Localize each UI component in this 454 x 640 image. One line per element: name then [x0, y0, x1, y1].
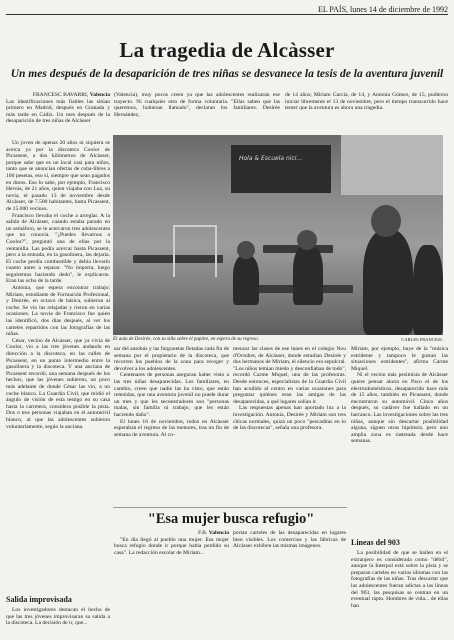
section-heading: Salida improvisada	[6, 595, 72, 604]
classroom-photo	[113, 135, 443, 335]
quote-byline-place: Valencia	[208, 530, 229, 536]
col2-paragraph: sar del autobús y las furgonetas fletadas cada fin de semana por el propietario de la discoteca, que recorren los pueblos de la zona para recoger y devolver a los adolescentes.	[114, 346, 229, 372]
photo-student-head	[297, 230, 317, 250]
photo-window	[341, 135, 443, 195]
col1-paragraph: Un joven de apenas 20 años ni siquiera se acerca ya por la discoteca Coolor de Picassent, a dos kilómetros de Alcàsser, porque sabe que es un local casi para niños, tanto que se anuncian ofertas de cuba-libres a 100 pesetas, eso sí, siempre que sean pagados en duros. Eso lo sabe, por ejemplo, Francisco Hervás, de 21 años, quien viajaba con Luz, su novia, el pasado 13 de noviembre desde Alcàsser, de 7.500 habitantes, hasta Picassent, de 15.000 vecinos.	[6, 140, 110, 212]
caption-text: El aula de Desirée, con su silla sobre el pupitre, en espera de su regreso.	[113, 337, 260, 342]
lead-text: Las identificaciones más fiables las sitúan primero en Madrid, después en Granada y más tarde en Cádiz. Un mes después de la desaparición de tres niñas de Alcàsser	[6, 98, 110, 125]
quote-headline: "Esa mujer busca refugio"	[147, 511, 315, 527]
photo-credit: CARLES FRANCESC	[401, 337, 443, 342]
section-1-text: La posibilidad de que se hallen en el extranjero es considerada como "débil", aunque la Interpol está sobre la pista y se preparan carteles en varios idiomas con las fotografías de las niñas. Tras descartar que las adolescentes fueran adictas a las líneas del 903, las pesquisas se centran en un eventual rapto. Hombres de vida... de ellas han	[351, 550, 448, 609]
lead-column	[6, 92, 110, 132]
col3-paragraph: menzar las clases de ese lunes en el colegio Nou d'Octubre, de Alcàsser, donde estudian Desirée y dos hermanos de Miriam, el silencio era sepulcral. "Los niños temían miedo y desconfiaban de todo", recordó Carme Miquel, una de las profesoras. Desde entonces, especialistas de la Guardia Civil han acudido al centro en varias ocasiones para preguntar quiénes eran las amigas de las desaparecidas, a qué lugares solían ir.	[233, 346, 346, 405]
quote-col2-text: portan carteles de las desaparecidas en lugares bien visibles. Los comercios y las fábricas de Alcàsser exhiben las mismas imágenes.	[233, 530, 346, 550]
quote-byline	[114, 530, 229, 537]
col1-paragraph: Francisco llevaba el coche a arreglar. A la salida de Alcàsser, cuando estaba parado en un semáforo, se le acercaron tres adolescentes que no conocía. "¿Puedes llevarnos a Coolor?", preguntó una de ellas por la ventanilla. Las podía acercar hasta Picassent, pero a la entrada, en la gasolinera, las dejaría. El coche perdía combustible y debía llevarlo cuanto antes a reparar. "No importa, luego seguiremos haciendo dedo", le explicaron. Eran las ocho de la tarde.	[6, 212, 110, 285]
subhead: Un mes después de la desaparición de tres niñas se desvanece la tesis de la aventura juvenil	[10, 68, 444, 80]
column-1	[6, 140, 110, 587]
photo-student	[293, 245, 323, 305]
quote-byline-author: F.B.	[198, 530, 208, 536]
section-1-body	[351, 550, 448, 638]
byline-author: FRANCESC BAVARRI,	[32, 92, 89, 98]
col2-paragraph: Centenares de personas aseguran haber visto a las tres niñas desaparecidas. Los familiares, en cambio, creen que nadie las ha visto, que están retenidas, que una aventura juvenil no puede durar un mes y que les secuestradores son "personas malas, sin familia ni trabajo, que les están haciendo daño".	[114, 372, 229, 418]
column-3	[233, 346, 346, 506]
masthead-date: EL PAÍS, lunes 14 de diciembre de 1992	[317, 5, 448, 14]
col2-top-text: (Valencia), muy pocos creen ya que las adolescentes realizaran ese trayecto. Ni cualquier otro de forma voluntaria. "Ellas saben que las queremos, hubieran llamado", declaran los familiares. Desirée Hernández,	[114, 92, 280, 118]
quote-col1-text: "En día llegó al pueblo una mujer. Esa mujer busca refugio donde ir porque había perdido su casa". La redacción escolar de Miriam...	[114, 536, 229, 556]
column-2	[114, 346, 229, 506]
col3-top-text: de 14 años; Miriam García, de 14, y Antonia Gómez, de 15, pudieron iniciar libremente el 13 de noviembre, pero el tiempo transcurrido hace temer que la aventura es ahora una tragedia.	[285, 92, 448, 112]
col2-top	[114, 92, 280, 132]
col2-paragraph: El lunes 16 de noviembre, todos en Alcàsser esperaban el regreso de las menores, tras un fin de semana de aventura. Al co-	[114, 418, 229, 438]
col3-top	[285, 92, 448, 132]
column-4	[351, 346, 448, 534]
byline-place: Valencia	[89, 92, 110, 98]
section-2-text: Los investigadores destacan el hecho de que las tres jóvenes improvisaran su salida a la discoteca. La decisión de ir, que...	[6, 607, 110, 627]
col4-paragraph: Ni el vecino más pesimista de Alcàsser quiere pensar ahora en Paco el de los electrodomésticos, desaparecido hace más de 15 años, también en Picassent, donde encontraron su automóvil. Cinco años después, su cadáver fue hallado en un barranco. Las investigaciones sobre las tres niñas, aunque sin descartar posibilidad alguna, siguen otras hipótesis, pero uno amplia zona es rastreada desde hace semanas.	[351, 372, 448, 445]
section-2-body	[6, 607, 110, 638]
col1-paragraph: César, vecino de Alcàsser, que ya vivía de Coolor, vio a las tres jóvenes andando en dirección a la discoteca, en las calles de Picassent, en un punto intermedio entre la gasolinera y la discoteca. Y una anciana de Picassent recordó, una semana después de los hechos, que las jóvenes subieron, un poco más adelante de donde César las vio, a un coche blanco. La Guardia Civil, que midió el ángulo de visión de esta testigo en su casa hasta la carretera, considera posible la pista. Dos o tres personas viajaban en el automóvil blanco, al que las adolescentes subieron voluntariamente, según la anciana.	[6, 337, 110, 430]
photo-chair	[173, 225, 217, 277]
col1-paragraph: Antonia, que espera encontrar trabajo; Miriam, estudiante de Formación Profesional, y Desirée, en octavo de básica, subieron al coche. Se vio las relajadas y rieron en varias ocasiones. La novia de Francisco fue quien las identificó, dos días después, al ver los carteles repartidos con las fotografías de las niñas.	[6, 285, 110, 338]
byline	[6, 92, 110, 99]
blackboard-text: Hola & Escuela nici...	[239, 155, 303, 162]
photo-student	[233, 255, 259, 305]
photo-student-head	[371, 205, 401, 237]
col3-paragraph: Las respuestas apenas han aportado luz a la investigación. Antonia, Desirée y Miriam son tres chicas normales, quizá un poco "pescaditas en lo de las discotecas", señala una profesora.	[233, 405, 346, 432]
quote-column-2	[233, 530, 346, 638]
section-heading: Lineas del 903	[351, 538, 400, 547]
photo-student	[413, 245, 443, 335]
photo-student	[363, 230, 413, 335]
quote-column-1	[114, 530, 229, 638]
masthead	[6, 2, 448, 15]
divider	[113, 507, 347, 508]
headline: La tragedia de Alcàsser	[119, 38, 335, 62]
col4-paragraph: Miriam, por ejemplo, huye de la "música estridente y tampoco le gustan las situaciones estridentes", afirma Carme Miquel.	[351, 346, 448, 372]
photo-caption	[113, 337, 443, 343]
photo-student-head	[237, 241, 255, 259]
photo-blackboard	[231, 145, 331, 193]
